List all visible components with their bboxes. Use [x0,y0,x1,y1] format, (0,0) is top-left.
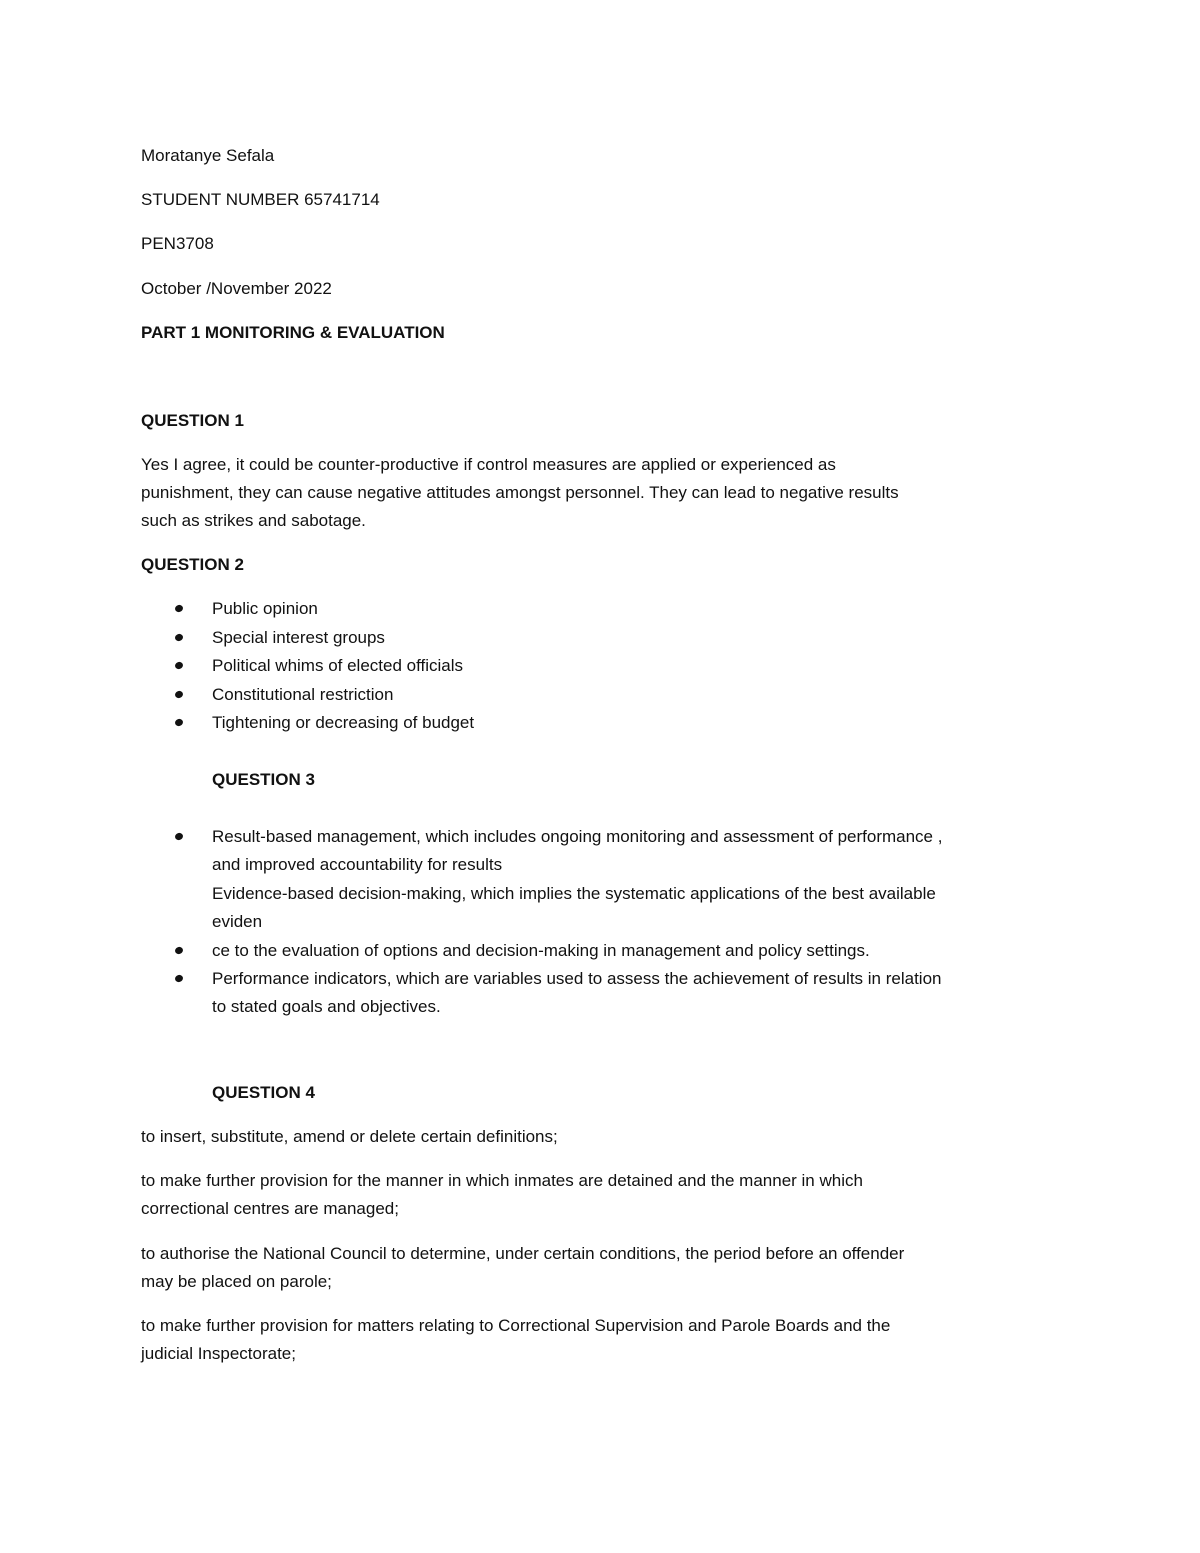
bullet-icon [174,718,184,727]
bullet-icon [174,633,184,642]
list-item: Result-based management, which includes ongoing monitoring and assessment of performance , [212,827,943,846]
question-4-text: to make further provision for the manner in which inmates are detained and the manner in which [141,1171,863,1190]
bullet-icon [174,832,184,841]
author-name: Moratanye Sefala [141,146,275,165]
question-4-text: judicial Inspectorate; [141,1344,296,1363]
question-4-text: to insert, substitute, amend or delete certain definitions; [141,1127,558,1146]
list-item: Constitutional restriction [212,685,394,704]
bullet-icon [174,974,184,983]
question-4-text: correctional centres are managed; [141,1199,399,1218]
list-item: Political whims of elected officials [212,656,464,675]
list-item: Public opinion [212,599,318,618]
question-4-text: may be placed on parole; [141,1272,332,1291]
question-1-text: punishment, they can cause negative attitudes amongst personnel. They can lead to negative results [141,483,899,502]
student-number: STUDENT NUMBER 65741714 [141,190,380,209]
part-title: PART 1 MONITORING & EVALUATION [141,323,445,342]
bullet-icon [174,604,184,613]
list-item-continued: Evidence-based decision-making, which implies the systematic applications of the best available [212,884,936,903]
list-item: Special interest groups [212,628,385,647]
question-4-text: to authorise the National Council to determine, under certain conditions, the period before an offender [141,1244,905,1263]
module-code: PEN3708 [141,234,214,253]
question-4-heading: QUESTION 4 [212,1083,315,1102]
list-item-continued: to stated goals and objectives. [212,997,441,1016]
date: October /November 2022 [141,279,332,298]
list-item: Tightening or decreasing of budget [212,713,475,732]
question-4-text: to make further provision for matters relating to Correctional Supervision and Parole Boards and the [141,1316,891,1335]
bullet-icon [174,946,184,955]
bullet-icon [174,690,184,699]
bullet-icon [174,661,184,670]
question-1-heading: QUESTION 1 [141,411,244,430]
list-item: Performance indicators, which are variables used to assess the achievement of results in relation [212,969,942,988]
question-1-text: Yes I agree, it could be counter-productive if control measures are applied or experienced as [141,455,836,474]
question-3-heading: QUESTION 3 [212,770,315,789]
question-2-heading: QUESTION 2 [141,555,244,574]
list-item-continued: and improved accountability for results [212,855,503,874]
list-item: ce to the evaluation of options and decision-making in management and policy settings. [212,941,870,960]
list-item-continued: eviden [212,912,263,931]
question-1-text: such as strikes and sabotage. [141,511,366,530]
